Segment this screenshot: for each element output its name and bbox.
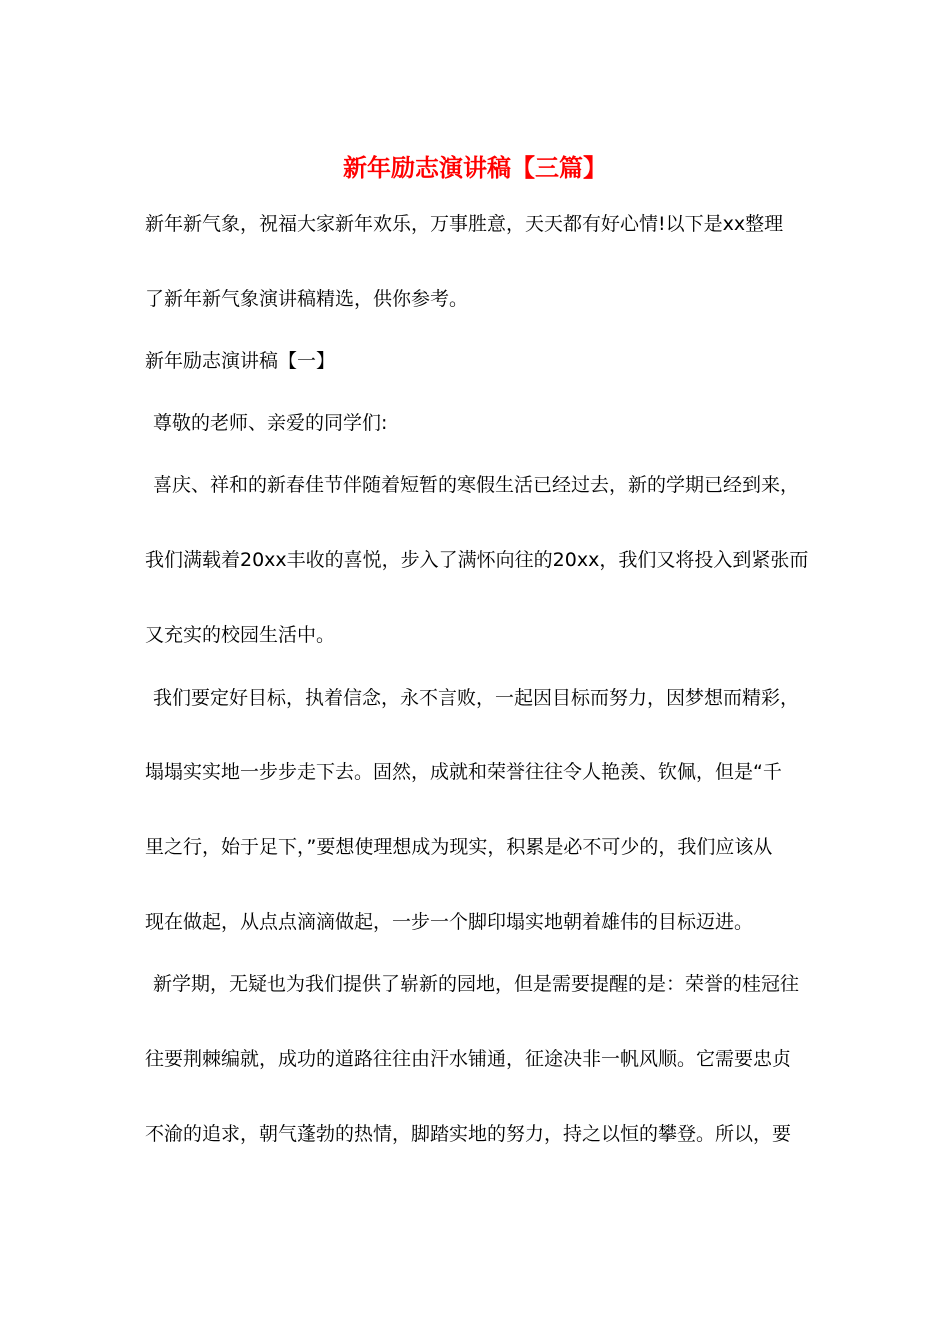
paragraph-line: 现在做起，从点点滴滴做起，一步一个脚印塌实地朝着雄伟的目标迈进。 xyxy=(145,911,754,933)
paragraph-line: 又充实的校园生活中。 xyxy=(145,624,336,646)
paragraph-line: 新年新气象，祝福大家新年欢乐，万事胜意，天天都有好心情!以下是xx整理 xyxy=(145,213,784,235)
paragraph-line: 新学期，无疑也为我们提供了崭新的园地，但是需要提醒的是：荣誉的桂冠往 xyxy=(153,973,800,995)
section-heading: 新年励志演讲稿【一】 xyxy=(145,350,336,372)
document-title: 新年励志演讲稿【三篇】 xyxy=(343,153,607,182)
paragraph-line: 喜庆、祥和的新春佳节伴随着短暂的寒假生活已经过去，新的学期已经到来， xyxy=(153,474,800,496)
salutation: 尊敬的老师、亲爱的同学们: xyxy=(153,412,388,434)
paragraph-line: 我们满载着20xx丰收的喜悦，步入了满怀向往的20xx，我们又将投入到紧张而 xyxy=(145,549,809,571)
paragraph-line: 我们要定好目标，执着信念，永不言败，一起因目标而努力，因梦想而精彩， xyxy=(153,687,800,709)
paragraph-line: 了新年新气象演讲稿精选，供你参考。 xyxy=(145,288,469,310)
paragraph-line: 塌塌实实地一步步走下去。固然，成就和荣誉往往令人艳羡、钦佩，但是“千 xyxy=(145,761,782,783)
paragraph-line: 里之行，始于足下，”要想使理想成为现实，积累是必不可少的，我们应该从 xyxy=(145,836,773,858)
paragraph-line: 往要荆棘编就，成功的道路往往由汗水铺通，征途决非一帆风顺。它需要忠贞 xyxy=(145,1048,792,1070)
paragraph-line: 不渝的追求，朝气蓬勃的热情，脚踏实地的努力，持之以恒的攀登。所以，要 xyxy=(145,1123,792,1145)
